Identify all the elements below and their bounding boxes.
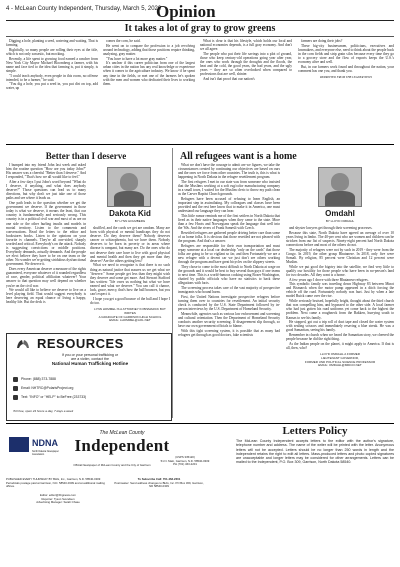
resources-footer: Toll free, open 24 hours a day, 7 days a week (13, 409, 74, 413)
signature-line: LLOYD OMDAHL A FORMER (320, 352, 360, 357)
paragraph: and shyster lawyers get through their screening processes. (289, 226, 373, 230)
paragraph: The screening process takes care of the vast majority of prospective immigrants who bound harm. (178, 285, 280, 294)
article1-col1 (6, 39, 98, 143)
ndna-text: NDNA (32, 438, 58, 448)
postmaster-line: Postmaster: Send address changes to BHG, Inc. PO Box 309, Garrison, ND 58540-0309 (114, 480, 204, 488)
paragraph: A few years ago I drove with three Bhutanese refugees. (289, 277, 369, 282)
office-address: 51 N. Main, Garrison, N.D. 58540-0309 (160, 458, 210, 463)
signature-line: LYNN HOMMEL IS A ATTORNEY IN BISMARCK BUT WRITES (94, 306, 166, 315)
masthead-title (72, 430, 172, 456)
photo-body (114, 191, 144, 206)
paragraph: What is clear is that his lifestyle, which holds our local and national economies depends, is a full gray economy. And don't we all agree. (200, 39, 292, 52)
periodicals-line: Periodicals postage paid at Garrison, N.D. 58540-0309 and at additional mailing offices. (6, 480, 105, 488)
article3-col1 (178, 163, 280, 421)
paragraph: Recently, a life spent to growing food earned a rancher from New York City Mayor Michael Bloomberg a farmer, with his name and face tied to the idea that farming is, put it simply, is simple. (6, 56, 98, 73)
letters-policy (236, 425, 394, 465)
paragraph: These big-city businessmen, politicians, executives and lawmakers, and everyone else, need to think about the people back in the corn fields and strip grain silos because every time they go to a grocery store and the flow of exports keeps the U.S.'s economy alive and well. (298, 43, 394, 65)
paragraph: It's unclear if this career politician from one of the largest urban cities in the nation has any real knowledge or experience when it comes to the agriculture industry. We know if he spent any time in the fields, or met one of the farmers he's spoken with the men and women who dedicated their lives to working them. (103, 61, 195, 86)
article3-headline: All refugees want is a home (180, 151, 297, 162)
photo-face (331, 173, 349, 190)
paragraph: After a few days I put John's word beyond "What do I deserve, if anything, and what does anybody deserve?" Those questions can lead us to many directions, but why don't we just take one of those paths and see where it leads us. (6, 179, 86, 201)
paragraph: "You dig a hole, you put a seed in, you put dirt on top, add water, up (6, 82, 98, 91)
paragraph: Refugees are responsible for their own transportation and must repay someone at a local car dealership "only on the cards" that those folks are going to be so vigilant so far, and then Fortunately we are a new refugee with a decent car we just don't see others working through the program and have great bicycles on the slippery streets. (178, 243, 280, 265)
signature-line: LIEUTENANT GOVERNOR, (321, 355, 359, 360)
hotline-name: National Human Trafficking Hotline (51, 360, 129, 366)
paragraph: The first refugees I met in our state was from someone who insisted that the Muslims working at a soft rug/color manufacturing company in a small town, I waited for the Muslim cleric to throw my path clean as the Carver Baptist Church grounds. (178, 179, 280, 197)
hotline-email: Email: NHTRC@PolarisProject.org (21, 386, 74, 390)
paragraph: This little rumor reminds me of the first settlers in North Dakota that lived as in their native languages when they came to the state. More than a few Hoots and Norwegians speak the language that well into the '60s. And the rivers of Frank Samesli with Czech. (178, 213, 280, 231)
letters-policy-headline: Letters Policy (282, 425, 348, 437)
author-photo-dakota-kid (107, 167, 151, 207)
hands-icon (15, 336, 31, 351)
paragraph: First, the United Nations investigate prospective refugees before turning them over to countries for resettlement. An initial security check is conducted by the U.S. State Department followed by in-person interviews by the U.S. Department of Homeland Security. (178, 294, 280, 311)
author-photo-omdahl (318, 167, 362, 207)
paragraph: I bumped into my friend John last week and asked him the routine question "How are you today John?" His answer was a cheerful "Better than I deserve." And I responded, "That's how we all would like to feel." (6, 163, 86, 180)
paragraph: farmers are doing their jobs? (301, 39, 343, 43)
byline: BY LLOYD OMDAHL (325, 219, 355, 223)
article2-headline: Better than I deserve (45, 151, 127, 161)
resources-intro (13, 353, 167, 366)
paragraph: Because this state, North Dakota have agreed an average of over 10 years living in limbo. The 40-per cent who are women and children can be stricken from our list of suspects. Ninety-eight percent had North Dakota connections before and most of the others do not. (286, 230, 394, 247)
email-icon (13, 386, 18, 391)
masthead-prefix: The McLean County (99, 430, 145, 436)
signature-line: EMAIL: OMDAHL@MIDCO.NET (318, 363, 362, 368)
published-line: PUBLISHED EVERY THURSDAY BY BHG, Inc., Garrison, N.D. 58540-0309 (6, 477, 101, 481)
article2-col1 (6, 163, 86, 331)
ndna-subtext: North Dakota Newspaper Association (32, 450, 59, 456)
paragraph: While seriously bruised, hopefully bright, thought about the third church that was compelling him, and bypassed to the other side. A local farmer who had just gotten his road uniforms yet come back to the highest the problem. Next came a roughneck from the Bakken, hurrying south to Kansas to see his family. (286, 299, 394, 320)
paragraph: But, in our farmers work found and throughout the nation, your comment has one you, and thank you. (298, 64, 394, 73)
intro-line: are a victim, contact the (71, 357, 109, 362)
hotline-text: Text: "INFO" or "HELP" to BeFree (233733) (21, 395, 87, 399)
subscription-info (112, 478, 206, 489)
staff-info (6, 494, 110, 505)
paragraph: The majority of refugees were not by such in 2019 - they were from the Congo. In 2019, the other group Bhutanese. In 2018, only five were Somali. By religion, 85 percent were Christian and 12 percent were Muslim. (286, 247, 394, 264)
paragraph: Digging a hole, planting a seed, watering and waiting. That is farming. (6, 39, 98, 48)
masthead-name: Independent (74, 436, 170, 455)
byline: BY LYNN HOLMBERG (114, 219, 146, 223)
paragraph: They chose to come to the most difficult to North Dakota at wage on the grounds and it would be best to buy several than guys if one teams to next time. This is a world-famous cooking using Boxer Washington, chatted by public officials who have no statistics to back these allegations with facts. (178, 264, 280, 286)
paragraph: "I could teach anybody, even people in this room, no offense intended, to be a farmer," he said. (6, 73, 98, 82)
photo-body (325, 191, 355, 206)
paragraph: One path leads to the question whether we get the government we deserve. If the government in those today is what we deserve, it means the least, that our country is fundamentally and seriously wrong. This country is in a political civil war and most of us are on one side or the other hurling insults and models in mortal territory. Listen to the comments and conversations. Read the letters to the editor and bookstores books. Listen to the opinions on your favorite tv channels. They're all one-sided, sharply worded and critical. Everybody's on the attack. Nobody is suggesting convictions or middle positions. Everybody demands, actually demands. And the people we elect believe they have to be on one team or the other. No wonder we're getting stridulous dysfunctional government. We deserve it. (6, 201, 86, 267)
paragraph: He went on to compare the profession to a job revolving around technology, adding that those positions require thinking, analyzing, gray matter. (103, 43, 195, 56)
signature-line: A GRADUATE OF GARRISON HIGH SCHOOL (98, 314, 162, 319)
article1-col3 (200, 39, 292, 143)
letters-policy-body: The McLean County Independent accepts letters to the editor with the author's signature, telephone number and address. The name of the writer will be printed with the letter. Anonymous letters will not be accepted. Letters should be no longer than 250 words in length and the independent retains the right to edit all letters. Mass-produced letters and photo copied signatures are unacceptable and longer letters may be considered for other arrangements. Letters can be mailed to the Independent, P.O. Box 309, Garrison, North Dakota 58540. (236, 439, 394, 465)
reporter-line: Reporter: Tyson Svendsen (41, 496, 75, 501)
paragraph: We would all like to believe we deserve to live on a level playing field. That would suggest everybody is here deserving an equal chance of living a happy, healthy life. But the deck is (6, 288, 86, 305)
author-signature (90, 308, 170, 323)
section-divider (6, 144, 394, 145)
phone-icon (13, 377, 18, 382)
bottom-section-rule (6, 423, 394, 424)
paragraph: comes the corn, he said. (106, 39, 141, 43)
reprint-credit: REPRINTED FROM THE LEADER NEWS (320, 74, 372, 79)
paragraph: And isn't that proof that our nation's (203, 77, 255, 82)
article1-col4 (298, 39, 394, 143)
paragraph: What we need to recognize is that there is no such thing as natural justice that assures us we get what we "deserve." Some people get less than they might wish they deserve and some get more. And Stewart Stafford has written: "life owes us nothing but what we have earned and what we deserve." You can call it chance, luck, grace, mercy, that's how the ball bounces, but you can't expect it. (90, 263, 170, 297)
ads-line: Advertising Manager: Sarah Chase (36, 500, 80, 504)
paragraph: The people who put their life savings into a plot of ground, those who keep century-old operations going year after year, the ones who work through the droughts and the floods, the heat and the cold, the good years, the bad years, and the ugly years -- they are so often overlooked when compared to professions that are well, shinier. (200, 51, 292, 77)
page-line: 4 - McLean County Independent, Thursday, March 5, 2020 (6, 6, 162, 12)
editor-line: Editor: editor@bhgnews.com (40, 493, 76, 497)
article3-col2 (286, 226, 394, 422)
north-dakota-shape-icon (8, 434, 30, 456)
paragraph: With this tight screening system, it is possible that as many bad refugees get through as good doctors, fake scientists (178, 328, 280, 337)
column-name: Omdahl (325, 209, 355, 218)
paragraph: Remember in church when we heard the Samaritan story, we cheered the people because he did the right thing. (286, 333, 394, 342)
paragraph: "You have to have a lot more gray matter." (106, 56, 168, 61)
paragraph: Resettled refugees are gathered people driving better care than some of us home folks. It is obvious that those resettled are not pleased with the program. And that's a answer. (178, 230, 280, 244)
paragraph: shuffled, and the cards we get are random. Many are born with physical or mental handicaps they do not deserve. Do they deserve them? Nobody deserves cancer or schizophrenia, but we have them. Nobody deserves to be born in poverty or in areas where disease is rampant, but many are. Do the ones who do not deserve their care have to live with good physical and mental health and then they get more than they deserve? Are the others getting less? (90, 226, 170, 263)
hotline-phone: Phone: (888) 373-7888 (21, 377, 56, 381)
author-signature (286, 353, 394, 368)
paragraph: I hope you get a good bounce of the ball and I hope I do too. (90, 296, 170, 305)
resources-title: RESOURCES (37, 336, 124, 351)
column-divider (172, 148, 173, 418)
paragraph: Meanwhile, agencies such as various law enforcement and screening and cultural orientation. Then the Department of Homeland Security conducts another security screening. If disagreement slip through, so have our own government officials to blame. (178, 311, 280, 328)
subscribe-line: To Subscribe Call: 701-463-2201 (137, 477, 181, 481)
section-title: Opinion (156, 2, 216, 21)
intro-line: If you or your personal trafficking or (61, 353, 119, 357)
header-rule (6, 20, 394, 21)
paragraph: What we don't have the courage to admit are we figures, we take the circumstances created by continuing our objectives are based on ours and the ones we force from other countries. The truth is, this is what is happening in North Dakota in the refugee resettlement program. (178, 163, 280, 180)
resources-box (6, 333, 172, 421)
article1-col2 (103, 39, 195, 143)
usps-number: (USPS 335120) (175, 455, 195, 459)
paragraph: Rightfully, so many people are rolling their eyes at the title, which is not only sarcastic, but mocking. (6, 47, 98, 56)
article1-headline: It takes a lot of gray to grow greens (124, 23, 276, 34)
paragraph: Refugees have been accused of refusing to learn English, an important step in assimilating. My colleagues and classes have been provided and the rest here know that to make it in America, one must understand our language they can hear. (178, 196, 280, 214)
paragraph: While we put good the bigotry into the satellite, we find very little to qualify our hostility for those people who have been in no-person's land for two decades. All they want is a home. (286, 264, 394, 277)
paragraph: This symbolic family was traveling down Highway 83 between Minot and Bismarck when the motor pump appeared in a ditch forcing the vehicle off the road. Fortunately nobody was hurt. Just by when a late model Buick came over the rise. (286, 282, 394, 299)
article2-col2 (90, 226, 170, 332)
office-phone: PH (701) 463-2201 (173, 462, 197, 466)
paragraph: He stopped, got out a trip roll of duct tape and closed the water system with sealing scissors and immediately resaving a blue streak. He was a good Samaritan, seeing his family. (286, 320, 394, 333)
page-header (6, 2, 394, 20)
signature-line: EMAIL: LHOMMEL@AOL.NET (109, 318, 151, 323)
publication-info (6, 478, 110, 489)
article1-rule (6, 36, 394, 37)
ndna-logo (8, 434, 64, 464)
masthead-contact (156, 456, 214, 467)
column-name: Dakota Kid (109, 209, 151, 218)
photo-face (120, 173, 138, 190)
masthead (6, 428, 210, 564)
paragraph: Does every American deserve a measure of the rights guaranteed, everyone whatever of it rounded regardless of race, gender, political affiliation whatever? Your answer to that question may well depend on whether you're on the civil war. (6, 267, 86, 288)
signature-line: FORMER UND POLITICAL SCIENCE PROFESSOR (304, 359, 376, 364)
text-message-icon (13, 395, 18, 400)
official-newspaper: Official Newspaper of McLean County and the City of Garrison (73, 463, 151, 467)
paragraph: As the Indian people on the planet, it might apply to America. If that is all, then, who? (286, 341, 394, 350)
